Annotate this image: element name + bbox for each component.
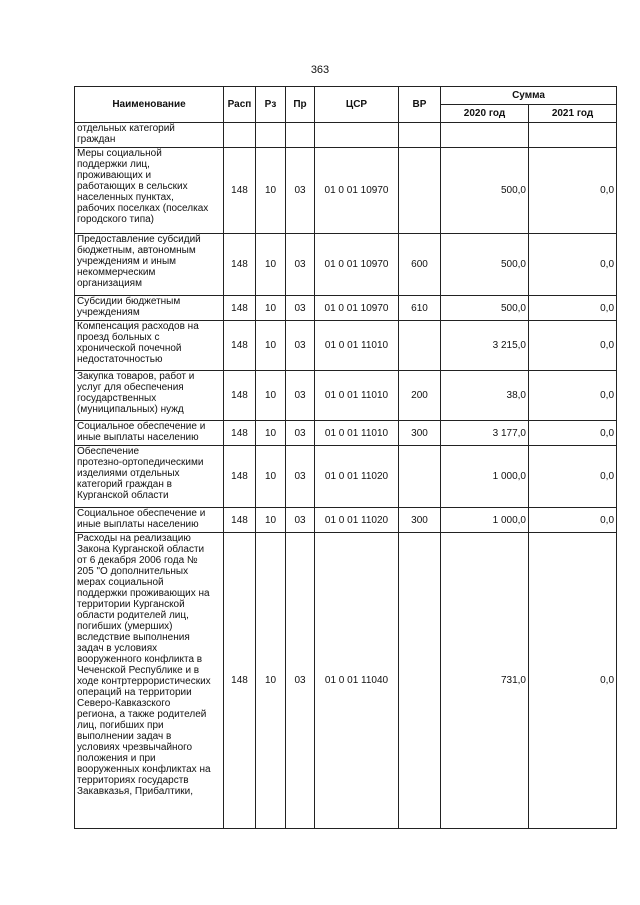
row-rasp: 148 [224,533,256,829]
row-rz: 10 [256,508,286,533]
row-pr: 03 [286,296,315,321]
row-sum-2021: 0,0 [529,296,617,321]
row-rz: 10 [256,321,286,371]
row-sum-2021: 0,0 [529,508,617,533]
table-row [75,421,617,446]
row-sum-2021: 0,0 [529,421,617,446]
row-csr: 01 0 01 11010 [315,321,399,371]
row-rz: 10 [256,296,286,321]
row-name: Социальное обеспечение и иные выплаты населению [75,421,224,446]
row-rasp: 148 [224,371,256,421]
row-csr: 01 0 01 10970 [315,148,399,234]
row-rasp [224,123,256,148]
row-sum-2021 [529,123,617,148]
table-row [75,533,617,829]
row-pr: 03 [286,321,315,371]
row-name: Компенсация расходов на проезд больных с хронической почечной недостаточностью [75,321,224,371]
row-sum-2021: 0,0 [529,234,617,296]
row-vr [399,321,441,371]
row-csr: 01 0 01 10970 [315,296,399,321]
row-sum-2020: 500,0 [441,234,529,296]
row-name: Меры социальной поддержки лиц, проживающих и работающих в сельских населенных пунктах, рабочих поселках (поселках городского типа) [75,148,224,234]
table-row [75,321,617,371]
header-vr: ВР [399,87,441,123]
row-name: отдельных категорий граждан [75,123,224,148]
row-vr [399,123,441,148]
row-csr: 01 0 01 11040 [315,533,399,829]
row-vr: 600 [399,234,441,296]
row-name: Обеспечение протезно-ортопедическими изделиями отдельных категорий граждан в Курганской области [75,446,224,508]
table-row [75,371,617,421]
row-pr: 03 [286,421,315,446]
row-rz: 10 [256,446,286,508]
table-row [75,508,617,533]
row-sum-2020: 3 177,0 [441,421,529,446]
table-row [75,148,617,234]
row-vr: 200 [399,371,441,421]
row-rz [256,123,286,148]
row-rasp: 148 [224,508,256,533]
row-vr: 610 [399,296,441,321]
row-rz: 10 [256,421,286,446]
row-rasp: 148 [224,321,256,371]
row-sum-2020: 731,0 [441,533,529,829]
row-vr: 300 [399,508,441,533]
row-sum-2020: 1 000,0 [441,446,529,508]
header-rasp: Расп [224,87,256,123]
row-rz: 10 [256,234,286,296]
row-name: Социальное обеспечение и иные выплаты населению [75,508,224,533]
table-row [75,123,617,148]
row-csr [315,123,399,148]
row-name: Субсидии бюджетным учреждениям [75,296,224,321]
row-sum-2020: 500,0 [441,148,529,234]
row-rz: 10 [256,371,286,421]
row-sum-2020 [441,123,529,148]
row-csr: 01 0 01 10970 [315,234,399,296]
header-csr: ЦСР [315,87,399,123]
row-sum-2020: 1 000,0 [441,508,529,533]
row-vr [399,446,441,508]
row-pr: 03 [286,234,315,296]
row-rasp: 148 [224,421,256,446]
row-vr: 300 [399,421,441,446]
row-csr: 01 0 01 11020 [315,508,399,533]
budget-table [74,86,617,829]
row-sum-2020: 3 215,0 [441,321,529,371]
table-row [75,296,617,321]
row-csr: 01 0 01 11010 [315,421,399,446]
row-pr: 03 [286,148,315,234]
row-sum-2020: 500,0 [441,296,529,321]
header-pr: Пр [286,87,315,123]
row-pr: 03 [286,533,315,829]
row-sum-2020: 38,0 [441,371,529,421]
table-row [75,234,617,296]
row-pr [286,123,315,148]
row-vr [399,148,441,234]
row-rasp: 148 [224,148,256,234]
row-name: Расходы на реализацию Закона Курганской области от 6 декабря 2006 года № 205 "О дополнительных мерах социальной поддержки проживающих на территории Курганской области родителей лиц, погибших (умерших) вследствие выполнения задач в условиях вооруженного конфликта в Чеченской Республике и в ходе контртеррористических операций на территории Северо-Кавказского региона, а также родителей лиц, погибших при выполнении задач в условиях чрезвычайного положения и при вооруженных конфликтах на территориях государств Закавказья, Прибалтики, [75,533,224,829]
row-csr: 01 0 01 11010 [315,371,399,421]
row-name: Предоставление субсидий бюджетным, автономным учреждениям и иным некоммерческим организациям [75,234,224,296]
header-year-2021: 2021 год [529,105,617,123]
row-pr: 03 [286,371,315,421]
row-csr: 01 0 01 11020 [315,446,399,508]
row-rz: 10 [256,148,286,234]
row-sum-2021: 0,0 [529,148,617,234]
header-summa: Сумма [441,87,617,105]
header-name: Наименование [75,87,224,123]
row-rasp: 148 [224,296,256,321]
row-sum-2021: 0,0 [529,533,617,829]
row-rasp: 148 [224,446,256,508]
row-vr [399,533,441,829]
page-number: 363 [310,64,330,76]
row-name: Закупка товаров, работ и услуг для обеспечения государственных (муниципальных) нужд [75,371,224,421]
header-year-2020: 2020 год [441,105,529,123]
table-row [75,446,617,508]
row-pr: 03 [286,446,315,508]
row-pr: 03 [286,508,315,533]
row-sum-2021: 0,0 [529,321,617,371]
header-rz: Рз [256,87,286,123]
row-rasp: 148 [224,234,256,296]
row-rz: 10 [256,533,286,829]
row-sum-2021: 0,0 [529,371,617,421]
row-sum-2021: 0,0 [529,446,617,508]
